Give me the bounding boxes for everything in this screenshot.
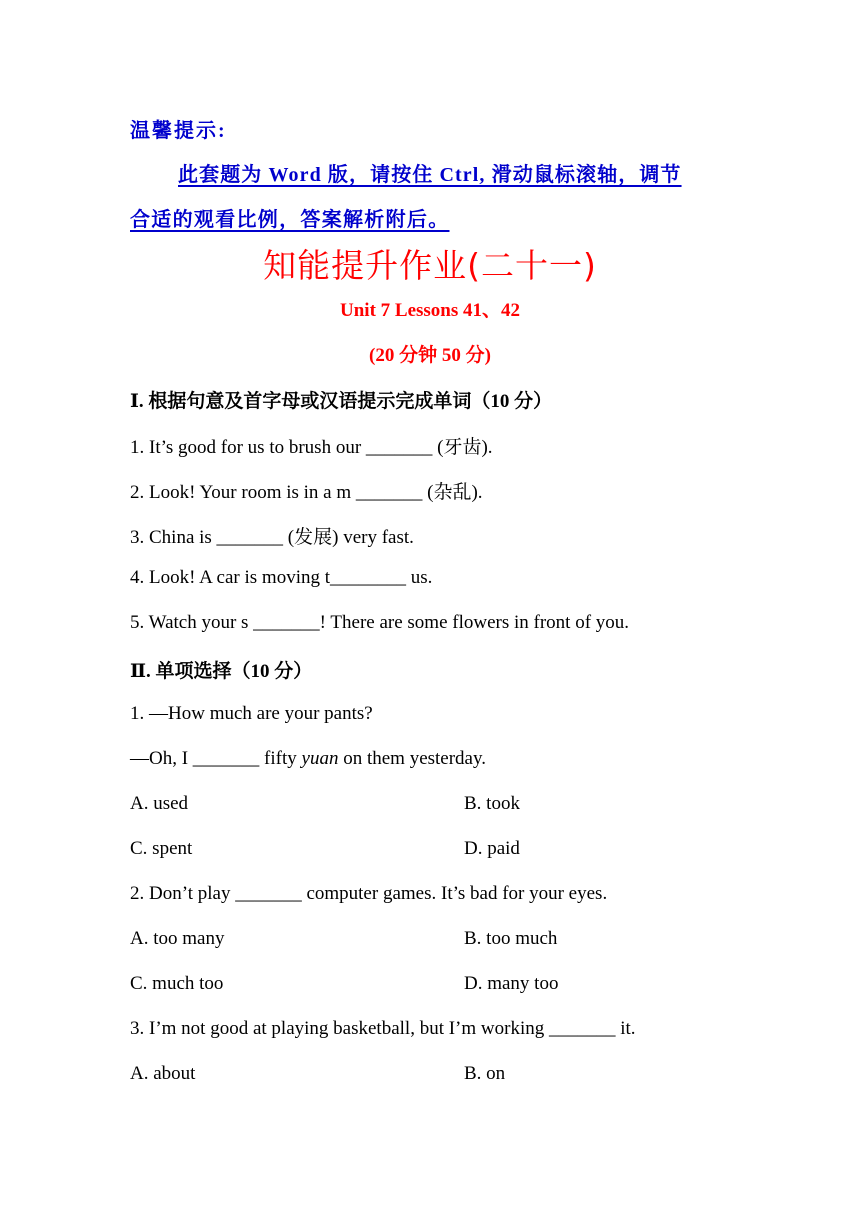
question-2-stem: 2. Don’t play _______ computer games. It’s bad for your eyes. bbox=[130, 883, 608, 904]
section-1-heading: Ⅰ. 根据句意及首字母或汉语提示完成单词（10 分） bbox=[130, 391, 553, 412]
tip-line-1: 此套题为 Word 版，请按住 Ctrl, 滑动鼠标滚轴，调节 bbox=[178, 164, 682, 186]
section-1-item-1: 1. It’s good for us to brush our _______ (牙齿). bbox=[130, 437, 493, 458]
question-3-stem: 3. I’m not good at playing basketball, but I’m working _______ it. bbox=[130, 1018, 636, 1039]
response-text-italic: yuan bbox=[301, 748, 339, 769]
question-1-stem: 1. —How much are your pants? bbox=[130, 703, 373, 724]
unit-subtitle: Unit 7 Lessons 41、42 bbox=[340, 300, 520, 321]
time-score: (20 分钟 50 分) bbox=[369, 345, 491, 366]
question-3-option-b: B. on bbox=[464, 1063, 506, 1084]
worksheet-title: 知能提升作业(二十一) bbox=[263, 246, 597, 285]
section-2-heading: Ⅱ. 单项选择（10 分） bbox=[130, 661, 313, 682]
section-1-item-5: 5. Watch your s _______! There are some flowers in front of you. bbox=[130, 612, 630, 633]
question-1-option-c: C. spent bbox=[130, 838, 193, 859]
question-2-option-c: C. much too bbox=[130, 973, 224, 994]
question-1-option-b: B. took bbox=[464, 793, 520, 814]
question-1-option-a: A. used bbox=[130, 793, 189, 814]
question-2-option-d: D. many too bbox=[464, 973, 559, 994]
section-1-item-3: 3. China is _______ (发展) very fast. bbox=[130, 527, 414, 548]
tip-title: 温馨提示: bbox=[130, 120, 227, 142]
question-3-option-a: A. about bbox=[130, 1063, 196, 1084]
question-2-option-b: B. too much bbox=[464, 928, 558, 949]
section-1-item-2: 2. Look! Your room is in a m _______ (杂乱). bbox=[130, 482, 483, 503]
response-text-after: on them yesterday. bbox=[338, 748, 487, 769]
question-1-option-d: D. paid bbox=[464, 838, 520, 859]
tip-line-2: 合适的观看比例，答案解析附后。 bbox=[130, 209, 450, 231]
question-2-option-a: A. too many bbox=[130, 928, 225, 949]
question-1-response bbox=[130, 748, 486, 770]
response-text-before: —Oh, I _______ fifty bbox=[130, 748, 302, 769]
section-1-item-4: 4. Look! A car is moving t________ us. bbox=[130, 567, 433, 588]
